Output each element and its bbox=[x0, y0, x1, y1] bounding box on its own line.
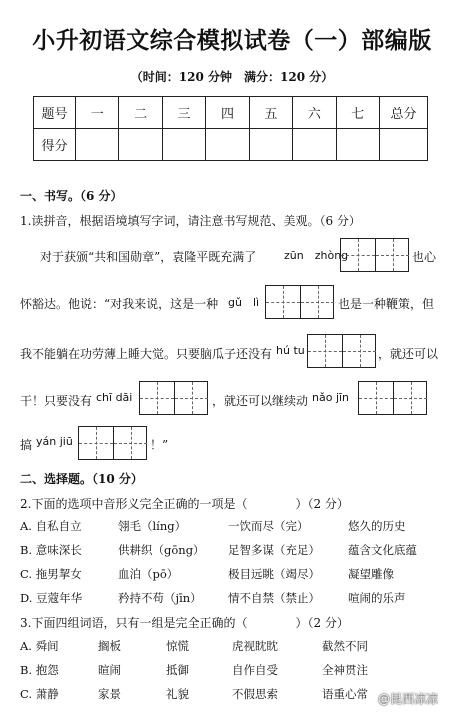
score-header-cell: 总分 bbox=[380, 97, 428, 129]
score-input-cell[interactable] bbox=[76, 129, 119, 161]
q2-option-a-word: 一饮而尽（完） bbox=[228, 519, 309, 533]
score-header-cell: 七 bbox=[336, 97, 379, 129]
q2-option-a-word: 翎毛（líng） bbox=[118, 519, 187, 533]
score-input-cell[interactable] bbox=[380, 129, 428, 161]
tianzige-hutu[interactable] bbox=[307, 334, 376, 368]
question-3: 3.下面四组词语，只有一组是完全正确的（ ）（2 分） bbox=[20, 616, 349, 630]
q1-pinyin-naojin: nǎo jīn bbox=[312, 391, 350, 404]
q1-line4-text: 干！只要没有 bbox=[20, 394, 93, 408]
q2-option-a[interactable]: A. 自私自立 bbox=[20, 519, 82, 533]
q3-option-a-word: 惊慌 bbox=[166, 639, 189, 653]
score-table-header-row bbox=[34, 97, 428, 129]
q3-option-a[interactable]: A. 舜间 bbox=[20, 639, 59, 653]
q1-pinyin-hutu: hú tu bbox=[276, 344, 305, 357]
score-header-cell: 三 bbox=[162, 97, 205, 129]
q2-option-b[interactable]: B. 意味深长 bbox=[20, 543, 82, 557]
q3-option-b-word: 全神贯注 bbox=[322, 663, 368, 677]
score-header-cell: 五 bbox=[249, 97, 292, 129]
q3-option-c[interactable]: C. 萧静 bbox=[20, 687, 59, 701]
exam-title: 小升初语文综合模拟试卷（一）部编版 bbox=[32, 28, 432, 54]
score-input-cell[interactable] bbox=[336, 129, 379, 161]
q2-option-d-word: 喧闹的乐声 bbox=[348, 591, 406, 605]
q3-option-b-word: 抵御 bbox=[166, 663, 189, 677]
q3-option-c-word: 不假思索 bbox=[232, 687, 278, 701]
tianzige-guli[interactable] bbox=[265, 285, 334, 319]
tianzige-yanjiu[interactable] bbox=[78, 426, 147, 460]
q1-line2-text: 怀豁达。他说：“对我来说，这是一种 bbox=[20, 297, 219, 311]
q2-option-c-word: 凝望雕像 bbox=[348, 567, 394, 581]
score-input-cell[interactable] bbox=[293, 129, 336, 161]
section2-heading: 二、选择题。（10 分） bbox=[20, 472, 143, 486]
question-2: 2.下面的选项中音形义完全正确的一项是（ ）（2 分） bbox=[20, 497, 349, 511]
q2-option-d-word: 情不自禁（禁止） bbox=[228, 591, 320, 605]
q1-line5-tail: ！” bbox=[150, 438, 169, 452]
score-input-cell[interactable] bbox=[119, 129, 162, 161]
score-table bbox=[33, 96, 428, 161]
q3-option-b-word: 暄闹 bbox=[98, 663, 121, 677]
q1-line4-mid: ，就还可以继续动 bbox=[212, 394, 309, 408]
q2-option-d[interactable]: D. 豆蔻年华 bbox=[20, 591, 83, 605]
q1-line3-tail: ，就还可以 bbox=[378, 347, 439, 361]
q2-option-d-word: 矜持不苟（jīn） bbox=[118, 591, 202, 605]
watermark: @昆西凉凉 bbox=[378, 692, 439, 706]
q1-line1-text: 对于获颁“共和国勋章”，袁隆平既充满了 bbox=[40, 250, 257, 264]
exam-subtitle: （时间：120 分钟 满分：120 分） bbox=[130, 70, 334, 84]
score-input-cell[interactable] bbox=[162, 129, 205, 161]
tianzige-zunzhong[interactable] bbox=[340, 238, 409, 272]
question-1: 1.读拼音，根据语境填写字词，请注意书写规范、美观。（6 分） bbox=[20, 214, 361, 228]
q3-option-c-word: 语重心常 bbox=[322, 687, 368, 701]
score-header-cell: 一 bbox=[76, 97, 119, 129]
q2-option-a-word: 悠久的历史 bbox=[348, 519, 406, 533]
q3-option-a-word: 搁板 bbox=[98, 639, 121, 653]
q1-pinyin-yanjiu: yán jiū bbox=[36, 435, 73, 448]
q1-line5-text: 搞 bbox=[20, 438, 33, 452]
score-table-score-row bbox=[34, 129, 428, 161]
q2-option-b-word: 足智多谋（充足） bbox=[228, 543, 320, 557]
q1-pinyin-zunzhong: zūn zhòng bbox=[284, 249, 349, 262]
score-header-cell: 题号 bbox=[34, 97, 76, 129]
q2-option-b-word: 蕴含文化底蕴 bbox=[348, 543, 417, 557]
q2-option-b-word: 供耕织（gōng） bbox=[118, 543, 205, 557]
score-header-cell: 二 bbox=[119, 97, 162, 129]
q1-line2-tail: 也是一种鞭策，但 bbox=[338, 297, 435, 311]
tianzige-naojin[interactable] bbox=[358, 381, 427, 415]
q3-option-c-word: 家景 bbox=[98, 687, 121, 701]
q3-option-b[interactable]: B. 抱怨 bbox=[20, 663, 59, 677]
q1-line3-text: 我不能躺在功劳薄上睡大觉。只要脑瓜子还没有 bbox=[20, 347, 273, 361]
q1-pinyin-chidai: chī dāi bbox=[96, 391, 133, 404]
q1-pinyin-guli: gǔ lì bbox=[228, 296, 260, 309]
q1-line1-tail: 也心 bbox=[412, 250, 437, 264]
q3-option-b-word: 自作自受 bbox=[232, 663, 278, 677]
score-input-cell[interactable] bbox=[249, 129, 292, 161]
score-header-cell: 六 bbox=[293, 97, 336, 129]
q3-option-a-word: 虎视眈眈 bbox=[232, 639, 278, 653]
q3-option-c-word: 礼貌 bbox=[166, 687, 189, 701]
score-header-cell: 四 bbox=[206, 97, 249, 129]
q2-option-c-word: 血泊（pō） bbox=[118, 567, 179, 581]
tianzige-chidai[interactable] bbox=[139, 381, 208, 415]
score-input-cell[interactable] bbox=[206, 129, 249, 161]
q3-option-a-word: 截然不同 bbox=[322, 639, 368, 653]
q2-option-c-word: 极目远眺（竭尽） bbox=[228, 567, 320, 581]
section1-heading: 一、书写。（6 分） bbox=[20, 189, 123, 203]
q2-option-c[interactable]: C. 拖男挈女 bbox=[20, 567, 82, 581]
score-row-label: 得分 bbox=[34, 129, 76, 161]
